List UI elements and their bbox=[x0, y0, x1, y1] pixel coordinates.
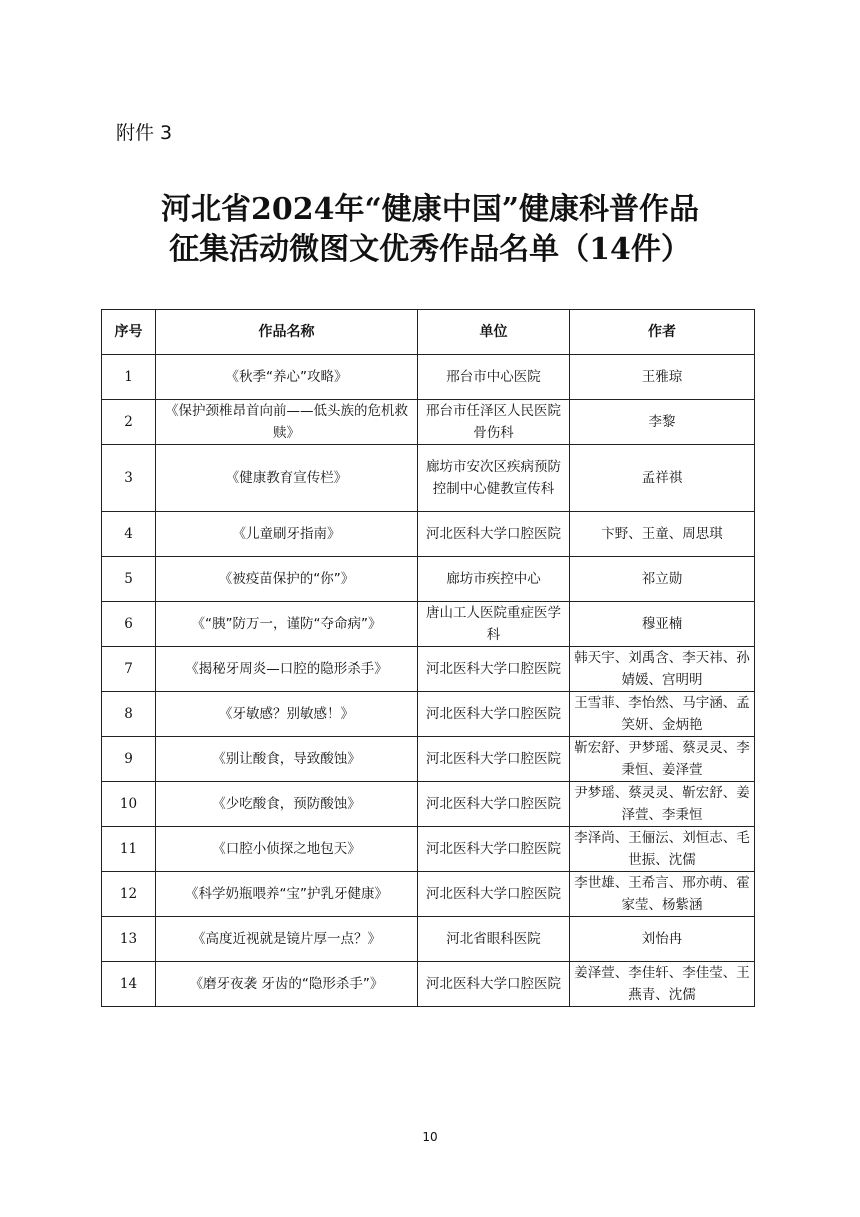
table-row bbox=[102, 962, 755, 1007]
table-row bbox=[102, 512, 755, 557]
cell-unit: 河北医科大学口腔医院 bbox=[418, 737, 570, 782]
cell-work-title: 《高度近视就是镜片厚一点？》 bbox=[156, 917, 418, 962]
cell-index: 2 bbox=[102, 400, 156, 445]
table-row bbox=[102, 445, 755, 512]
cell-work-title: 《“胰”防万一，谨防“夺命病”》 bbox=[156, 602, 418, 647]
cell-index: 4 bbox=[102, 512, 156, 557]
cell-work-title: 《牙敏感？别敏感！》 bbox=[156, 692, 418, 737]
cell-authors: 姜泽萱、李佳轩、李佳莹、王燕青、沈儒 bbox=[570, 962, 755, 1007]
cell-index: 9 bbox=[102, 737, 156, 782]
table-row bbox=[102, 400, 755, 445]
table-row bbox=[102, 737, 755, 782]
table-row bbox=[102, 557, 755, 602]
cell-index: 12 bbox=[102, 872, 156, 917]
cell-index: 14 bbox=[102, 962, 156, 1007]
cell-work-title: 《儿童刷牙指南》 bbox=[156, 512, 418, 557]
cell-unit: 廊坊市疾控中心 bbox=[418, 557, 570, 602]
cell-index: 13 bbox=[102, 917, 156, 962]
cell-index: 8 bbox=[102, 692, 156, 737]
cell-authors: 李黎 bbox=[570, 400, 755, 445]
cell-work-title: 《磨牙夜袭 牙齿的“隐形杀手”》 bbox=[156, 962, 418, 1007]
cell-authors: 祁立勋 bbox=[570, 557, 755, 602]
cell-unit: 河北医科大学口腔医院 bbox=[418, 872, 570, 917]
table-row bbox=[102, 917, 755, 962]
table-row bbox=[102, 782, 755, 827]
cell-index: 5 bbox=[102, 557, 156, 602]
cell-work-title: 《健康教育宣传栏》 bbox=[156, 445, 418, 512]
table-row bbox=[102, 647, 755, 692]
cell-authors: 韩天宇、刘禹含、李天祎、孙婧媛、宫明明 bbox=[570, 647, 755, 692]
cell-unit: 邢台市中心医院 bbox=[418, 355, 570, 400]
header-unit: 单位 bbox=[418, 310, 570, 355]
cell-authors: 尹梦瑶、蔡灵灵、靳宏舒、姜泽萱、李秉恒 bbox=[570, 782, 755, 827]
cell-authors: 李泽尚、王俪沄、刘恒志、毛世振、沈儒 bbox=[570, 827, 755, 872]
cell-work-title: 《口腔小侦探之地包天》 bbox=[156, 827, 418, 872]
award-list-table bbox=[101, 309, 755, 1007]
table-row bbox=[102, 827, 755, 872]
page-number: 10 bbox=[422, 1130, 438, 1144]
cell-authors: 卞野、王童、周思琪 bbox=[570, 512, 755, 557]
cell-work-title: 《被疫苗保护的“你”》 bbox=[156, 557, 418, 602]
cell-unit: 河北医科大学口腔医院 bbox=[418, 692, 570, 737]
cell-unit: 河北医科大学口腔医院 bbox=[418, 647, 570, 692]
attachment-label: 附件 3 bbox=[116, 122, 173, 144]
table-row bbox=[102, 692, 755, 737]
cell-index: 6 bbox=[102, 602, 156, 647]
cell-authors: 刘怡冉 bbox=[570, 917, 755, 962]
cell-index: 1 bbox=[102, 355, 156, 400]
cell-index: 11 bbox=[102, 827, 156, 872]
title-line-1: 河北省2024年“健康中国”健康科普作品 bbox=[160, 192, 699, 227]
cell-unit: 廊坊市安次区疾病预防控制中心健教宣传科 bbox=[418, 445, 570, 512]
cell-unit: 河北医科大学口腔医院 bbox=[418, 827, 570, 872]
cell-work-title: 《保护颈椎昂首向前——低头族的危机救赎》 bbox=[156, 400, 418, 445]
cell-index: 7 bbox=[102, 647, 156, 692]
cell-authors: 王雪菲、李怡然、马宇涵、孟笑妍、金炳艳 bbox=[570, 692, 755, 737]
header-work-title: 作品名称 bbox=[156, 310, 418, 355]
cell-authors: 穆亚楠 bbox=[570, 602, 755, 647]
cell-work-title: 《科学奶瓶喂养“宝”护乳牙健康》 bbox=[156, 872, 418, 917]
cell-unit: 河北医科大学口腔医院 bbox=[418, 962, 570, 1007]
table-row bbox=[102, 872, 755, 917]
cell-unit: 唐山工人医院重症医学科 bbox=[418, 602, 570, 647]
cell-unit: 河北医科大学口腔医院 bbox=[418, 782, 570, 827]
table-row bbox=[102, 602, 755, 647]
cell-authors: 靳宏舒、尹梦瑶、蔡灵灵、李秉恒、姜泽萱 bbox=[570, 737, 755, 782]
title-line-2: 征集活动微图文优秀作品名单（14件） bbox=[169, 232, 691, 267]
cell-index: 3 bbox=[102, 445, 156, 512]
cell-unit: 河北医科大学口腔医院 bbox=[418, 512, 570, 557]
cell-work-title: 《少吃酸食，预防酸蚀》 bbox=[156, 782, 418, 827]
cell-unit: 河北省眼科医院 bbox=[418, 917, 570, 962]
table-header-row bbox=[102, 310, 755, 355]
table-row bbox=[102, 355, 755, 400]
cell-work-title: 《揭秘牙周炎—口腔的隐形杀手》 bbox=[156, 647, 418, 692]
cell-index: 10 bbox=[102, 782, 156, 827]
header-authors: 作者 bbox=[570, 310, 755, 355]
cell-work-title: 《秋季“养心”攻略》 bbox=[156, 355, 418, 400]
document-title bbox=[0, 190, 860, 270]
cell-unit: 邢台市任泽区人民医院骨伤科 bbox=[418, 400, 570, 445]
cell-authors: 孟祥祺 bbox=[570, 445, 755, 512]
cell-authors: 李世雄、王希言、邢亦萌、霍家莹、杨紫涵 bbox=[570, 872, 755, 917]
cell-authors: 王雅琼 bbox=[570, 355, 755, 400]
header-index: 序号 bbox=[102, 310, 156, 355]
cell-work-title: 《别让酸食，导致酸蚀》 bbox=[156, 737, 418, 782]
